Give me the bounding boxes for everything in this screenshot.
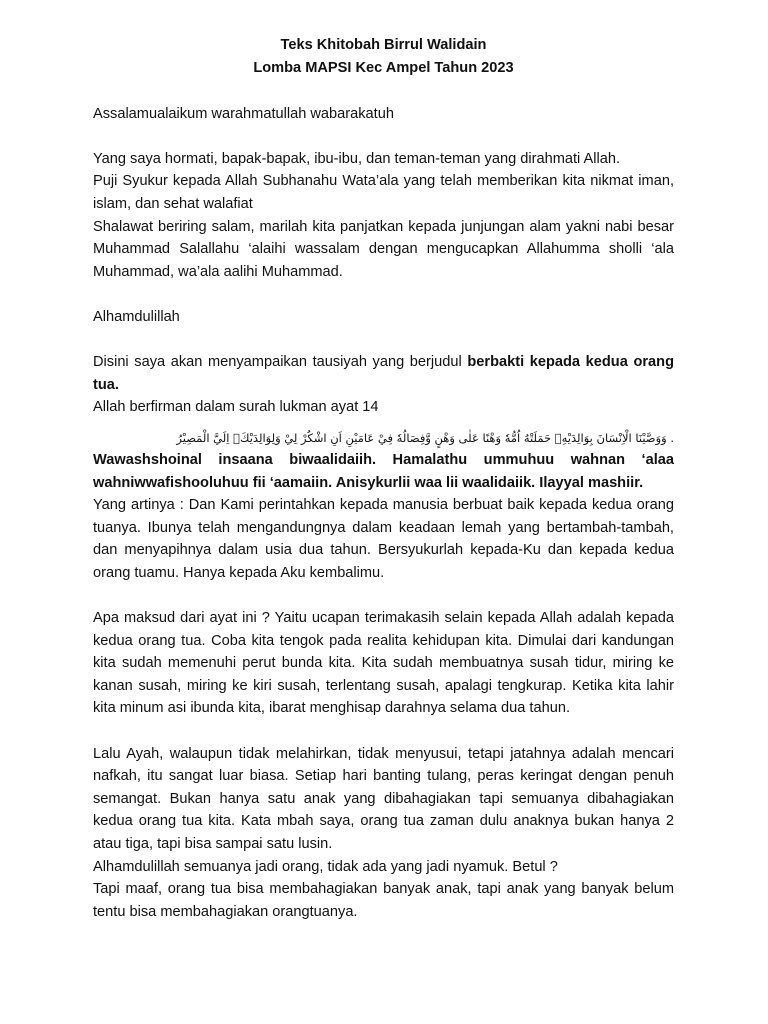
transliteration-text (93, 449, 674, 494)
spacer (93, 720, 674, 743)
intro-paragraph (93, 351, 674, 396)
greeting-text: Assalamualaikum warahmatullah wabarakatuh (93, 105, 394, 122)
body-paragraph-1: Apa maksud dari ayat ini ? Yaitu ucapan terimakasih selain kepada Allah adalah kepada kedua orang tua. Coba kita tengok pada realita kehidupan kita. Dimulai dari kandungan kita sudah memenuhi perut bunda kita. Kita sudah membuatnya susah tidur, miring ke kanan susah, miring ke kiri susah, terlentang susah, apalagi tengkurap. Ketika kita lahir kita minum asi ibunda kita, ibarat menghisap darahnya selama dua tahun. (93, 610, 674, 717)
arabic-verse: . وَوَصَّيْنَا الْاِنْسَانَ بِوَالِدَيْهِۚ حَمَلَتْهُ اُمُّهٗ وَهْنًا عَلٰى وَهْنٍ وَّفِصَالُهٗ فِيْ عَامَيْنِ اَنِ اشْكُرْ لِيْ وَلِوَالِدَيْكَۗ اِلَيَّ الْمَصِيْرُ (176, 430, 674, 445)
transliteration-bold: Wawashshoinal insaana biwaalidaiih. Hamalathu ummuhuu wahnan ‘alaa wahniwwafishooluhuu fii ‘aamaiin. Anisykurlii waa lii waalidaiik. Ilayyal mashiir. (93, 451, 674, 491)
document-title: Teks Khitobah Birrul Walidain (280, 37, 487, 53)
alhamdulillah-text: Alhamdulillah (93, 308, 180, 325)
intro-topic-bold: berbakti kepada kedua orang tua. (93, 354, 674, 393)
spacer (93, 80, 674, 103)
intro-text: Disini saya akan menyampaikan tausiyah yang berjudul (93, 354, 468, 371)
document-page (93, 34, 674, 923)
spacer (93, 125, 674, 148)
opening-paragraph-2: Puji Syukur kepada Allah Subhanahu Wata’ala yang telah memberikan kita nikmat iman, islam, dan sehat walafiat (93, 173, 674, 212)
spacer (93, 283, 674, 306)
body-paragraph-4: Tapi maaf, orang tua bisa membahagiakan banyak anak, tapi anak yang banyak belum tentu bisa membahagiakan orangtuanya. (93, 881, 674, 920)
body-paragraph-2: Lalu Ayah, walaupun tidak melahirkan, tidak menyusui, tetapi jatahnya adalah mencari nafkah, itu sangat luar biasa. Setiap hari banting tulang, peras keringat dengan penuh semangat. Bukan hanya satu anak yang dibahagiakan tapi semuanya dibahagiakan kedua orang tua kita. Kata mbah saya, orang tua zaman dulu anaknya bukan hanya 2 atau tiga, tapi bisa sampai satu lusin. (93, 745, 674, 852)
spacer (93, 584, 674, 607)
firman-text: Allah berfirman dalam surah lukman ayat 14 (93, 399, 379, 416)
opening-paragraph-3: Shalawat beriring salam, marilah kita panjatkan kepada junjungan alam yakni nabi besar Muhammad Salallahu ‘alaihi wassalam dengan mengucapkan Allahumma sholli ‘ala Muhammad, wa’ala aalihi Muhammad. (93, 218, 674, 280)
spacer (93, 329, 674, 352)
opening-paragraph-1: Yang saya hormati, bapak-bapak, ibu-ibu, dan teman-teman yang dirahmati Allah. (93, 150, 621, 167)
body-paragraph-3: Alhamdulillah semuanya jadi orang, tidak ada yang jadi nyamuk. Betul ? (93, 858, 558, 875)
document-subtitle: Lomba MAPSI Kec Ampel Tahun 2023 (253, 60, 514, 76)
meaning-paragraph: Yang artinya : Dan Kami perintahkan kepada manusia berbuat baik kepada kedua orang tuanya. Ibunya telah mengandungnya dalam keadaan lemah yang bertambah-tambah, dan menyapihnya dalam usia dua tahun. Bersyukurlah kepada-Ku dan kepada kedua orang tuamu. Hanya kepada Aku kembalimu. (93, 497, 674, 581)
